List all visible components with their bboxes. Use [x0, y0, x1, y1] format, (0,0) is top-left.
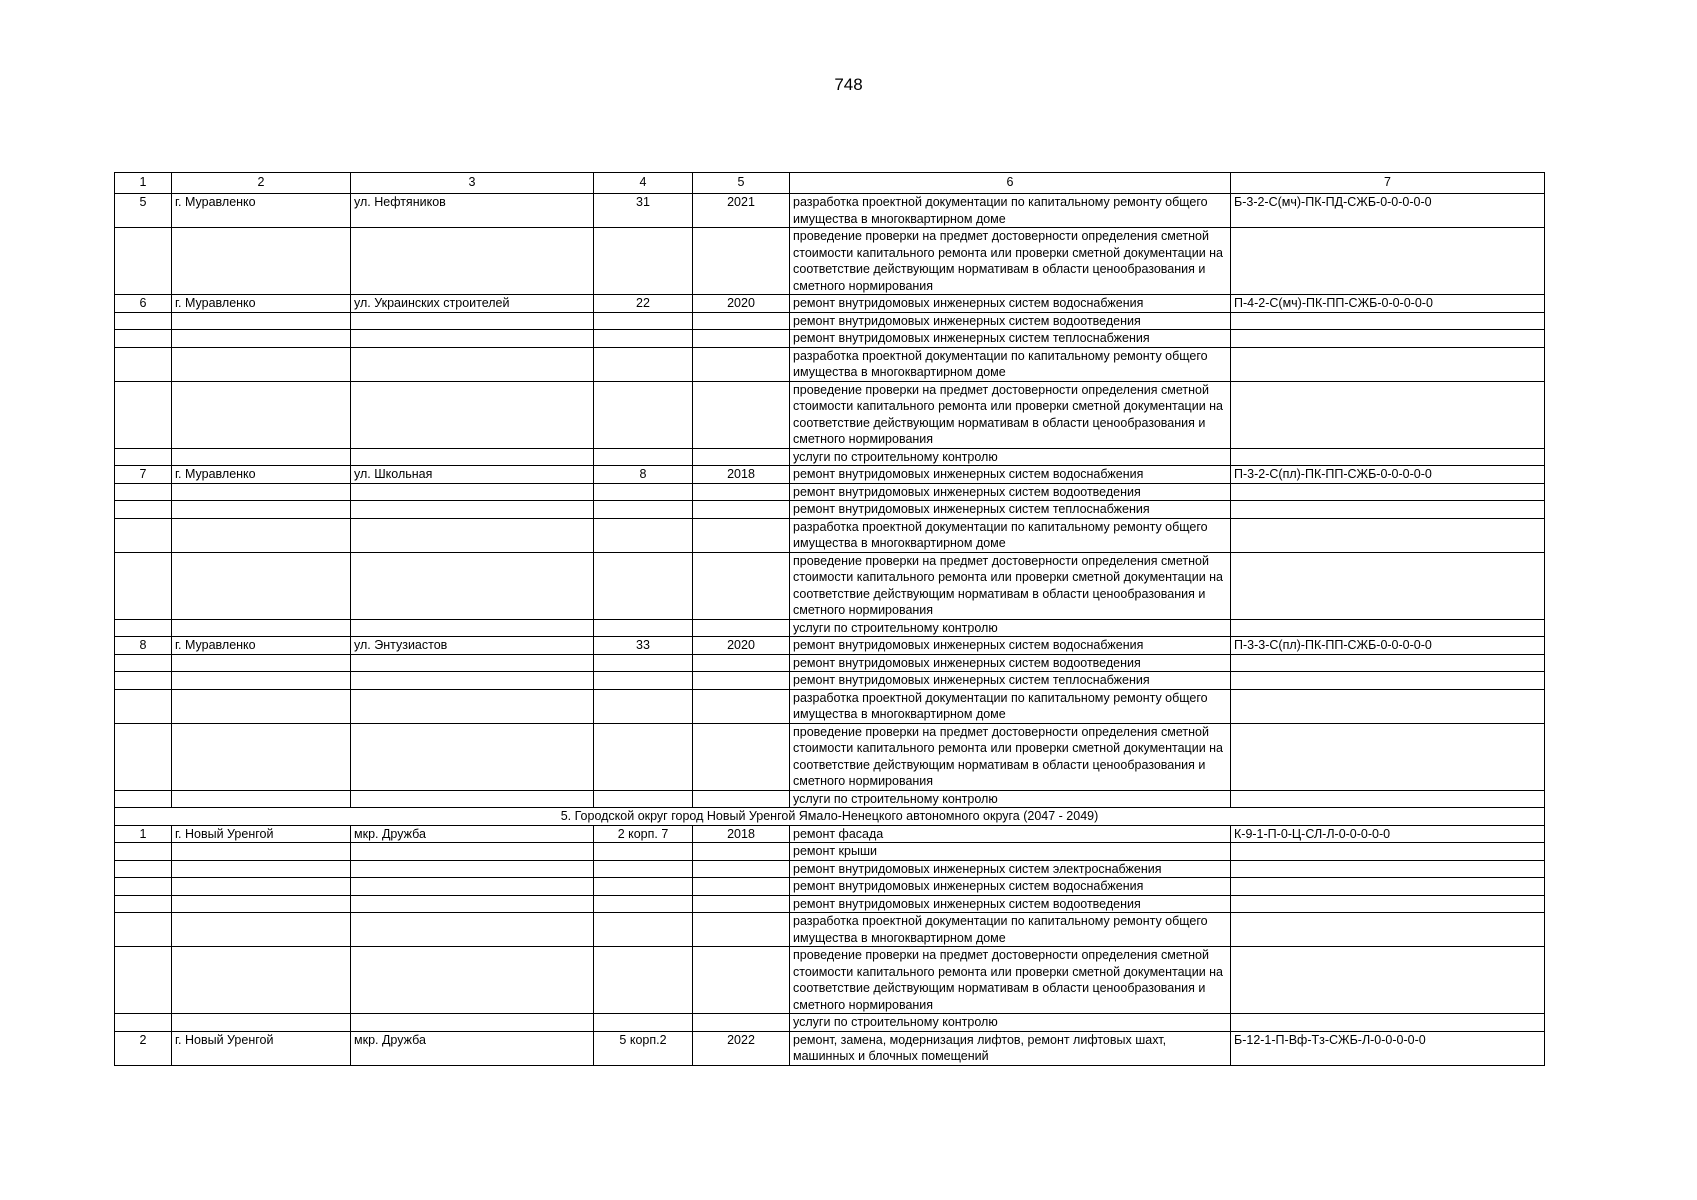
- house-cell: 33: [594, 637, 693, 655]
- street-cell: [351, 689, 594, 723]
- work-description-cell: ремонт внутридомовых инженерных систем теплоснабжения: [790, 501, 1231, 519]
- city-cell: г. Муравленко: [172, 194, 351, 228]
- house-code-cell: [1231, 619, 1545, 637]
- house-code-cell: [1231, 228, 1545, 295]
- work-description-cell: разработка проектной документации по капитальному ремонту общего имущества в многоквартирном доме: [790, 518, 1231, 552]
- street-cell: [351, 228, 594, 295]
- city-cell: [172, 518, 351, 552]
- city-cell: [172, 913, 351, 947]
- year-cell: [693, 228, 790, 295]
- street-cell: [351, 1014, 594, 1032]
- house-cell: [594, 654, 693, 672]
- table-row: [115, 501, 1545, 519]
- row-number: [115, 843, 172, 861]
- work-description-cell: ремонт внутридомовых инженерных систем водоснабжения: [790, 466, 1231, 484]
- work-description-cell: проведение проверки на предмет достоверности определения сметной стоимости капитального ремонта или проверки сметной документации на соответствие действующим нормативам в области ценообразования и сметного нормирования: [790, 381, 1231, 448]
- house-cell: 2 корп. 7: [594, 825, 693, 843]
- work-description-cell: ремонт внутридомовых инженерных систем электроснабжения: [790, 860, 1231, 878]
- house-cell: [594, 672, 693, 690]
- work-description-cell: ремонт фасада: [790, 825, 1231, 843]
- capital-repair-table: [114, 172, 1545, 1066]
- house-code-cell: [1231, 947, 1545, 1014]
- work-description-cell: услуги по строительному контролю: [790, 619, 1231, 637]
- row-number: [115, 448, 172, 466]
- table-row: [115, 895, 1545, 913]
- row-number: [115, 347, 172, 381]
- city-cell: г. Муравленко: [172, 466, 351, 484]
- row-number: [115, 723, 172, 790]
- table-row: [115, 619, 1545, 637]
- year-cell: [693, 860, 790, 878]
- work-description-cell: проведение проверки на предмет достоверности определения сметной стоимости капитального ремонта или проверки сметной документации на соответствие действующим нормативам в области ценообразования и сметного нормирования: [790, 552, 1231, 619]
- house-cell: [594, 895, 693, 913]
- column-header: 4: [594, 173, 693, 194]
- column-header: 6: [790, 173, 1231, 194]
- column-header: 7: [1231, 173, 1545, 194]
- street-cell: [351, 330, 594, 348]
- house-code-cell: [1231, 913, 1545, 947]
- street-cell: мкр. Дружба: [351, 825, 594, 843]
- year-cell: [693, 448, 790, 466]
- year-cell: 2021: [693, 194, 790, 228]
- city-cell: [172, 501, 351, 519]
- work-description-cell: ремонт внутридомовых инженерных систем теплоснабжения: [790, 672, 1231, 690]
- column-header: 3: [351, 173, 594, 194]
- city-cell: [172, 381, 351, 448]
- work-description-cell: разработка проектной документации по капитальному ремонту общего имущества в многоквартирном доме: [790, 689, 1231, 723]
- year-cell: 2018: [693, 825, 790, 843]
- row-number: 6: [115, 295, 172, 313]
- row-number: [115, 381, 172, 448]
- city-cell: [172, 654, 351, 672]
- year-cell: [693, 330, 790, 348]
- year-cell: [693, 878, 790, 896]
- year-cell: 2022: [693, 1031, 790, 1065]
- table-row: [115, 1031, 1545, 1065]
- street-cell: ул. Школьная: [351, 466, 594, 484]
- house-code-cell: П-3-2-С(пл)-ПК-ПП-СЖБ-0-0-0-0-0: [1231, 466, 1545, 484]
- table-row: [115, 878, 1545, 896]
- table-row: [115, 518, 1545, 552]
- year-cell: [693, 654, 790, 672]
- table-row: [115, 347, 1545, 381]
- house-cell: [594, 228, 693, 295]
- street-cell: [351, 913, 594, 947]
- year-cell: [693, 895, 790, 913]
- street-cell: [351, 312, 594, 330]
- house-cell: 31: [594, 194, 693, 228]
- work-description-cell: ремонт внутридомовых инженерных систем водоснабжения: [790, 878, 1231, 896]
- street-cell: [351, 878, 594, 896]
- house-code-cell: [1231, 312, 1545, 330]
- row-number: [115, 790, 172, 808]
- row-number: [115, 312, 172, 330]
- table-row: [115, 483, 1545, 501]
- work-description-cell: ремонт, замена, модернизация лифтов, ремонт лифтовых шахт, машинных и блочных помещений: [790, 1031, 1231, 1065]
- year-cell: [693, 947, 790, 1014]
- row-number: [115, 878, 172, 896]
- row-number: 8: [115, 637, 172, 655]
- work-description-cell: услуги по строительному контролю: [790, 790, 1231, 808]
- year-cell: 2020: [693, 637, 790, 655]
- work-description-cell: проведение проверки на предмет достоверности определения сметной стоимости капитального ремонта или проверки сметной документации на соответствие действующим нормативам в области ценообразования и сметного нормирования: [790, 723, 1231, 790]
- street-cell: [351, 381, 594, 448]
- row-number: [115, 483, 172, 501]
- city-cell: [172, 790, 351, 808]
- table-row: [115, 672, 1545, 690]
- street-cell: мкр. Дружба: [351, 1031, 594, 1065]
- house-code-cell: [1231, 518, 1545, 552]
- house-code-cell: [1231, 654, 1545, 672]
- table-row: [115, 228, 1545, 295]
- house-cell: [594, 330, 693, 348]
- table-row: [115, 825, 1545, 843]
- row-number: [115, 518, 172, 552]
- city-cell: [172, 689, 351, 723]
- house-code-cell: [1231, 878, 1545, 896]
- house-code-cell: Б-3-2-С(мч)-ПК-ПД-СЖБ-0-0-0-0-0: [1231, 194, 1545, 228]
- street-cell: [351, 448, 594, 466]
- table-row: [115, 330, 1545, 348]
- city-cell: [172, 1014, 351, 1032]
- house-code-cell: [1231, 552, 1545, 619]
- city-cell: [172, 843, 351, 861]
- table-row: [115, 448, 1545, 466]
- street-cell: [351, 895, 594, 913]
- row-number: [115, 552, 172, 619]
- year-cell: [693, 1014, 790, 1032]
- table-row: [115, 723, 1545, 790]
- work-description-cell: ремонт внутридомовых инженерных систем водоснабжения: [790, 295, 1231, 313]
- city-cell: [172, 895, 351, 913]
- city-cell: [172, 878, 351, 896]
- street-cell: [351, 518, 594, 552]
- house-cell: [594, 448, 693, 466]
- street-cell: ул. Нефтяников: [351, 194, 594, 228]
- table-row: [115, 860, 1545, 878]
- year-cell: 2020: [693, 295, 790, 313]
- year-cell: [693, 790, 790, 808]
- street-cell: [351, 860, 594, 878]
- house-code-cell: [1231, 689, 1545, 723]
- house-cell: [594, 878, 693, 896]
- house-code-cell: [1231, 1014, 1545, 1032]
- city-cell: г. Новый Уренгой: [172, 825, 351, 843]
- house-code-cell: К-9-1-П-0-Ц-СЛ-Л-0-0-0-0-0: [1231, 825, 1545, 843]
- section-heading-row: [115, 808, 1545, 826]
- house-code-cell: Б-12-1-П-Вф-Тз-СЖБ-Л-0-0-0-0-0: [1231, 1031, 1545, 1065]
- section-heading: 5. Городской округ город Новый Уренгой Ямало-Ненецкого автономного округа (2047 - 2049): [115, 808, 1545, 826]
- house-cell: [594, 347, 693, 381]
- work-description-cell: разработка проектной документации по капитальному ремонту общего имущества в многоквартирном доме: [790, 194, 1231, 228]
- work-description-cell: ремонт внутридомовых инженерных систем теплоснабжения: [790, 330, 1231, 348]
- row-number: [115, 228, 172, 295]
- row-number: [115, 619, 172, 637]
- street-cell: [351, 552, 594, 619]
- year-cell: [693, 672, 790, 690]
- year-cell: 2018: [693, 466, 790, 484]
- street-cell: [351, 672, 594, 690]
- work-description-cell: услуги по строительному контролю: [790, 1014, 1231, 1032]
- city-cell: [172, 330, 351, 348]
- street-cell: [351, 790, 594, 808]
- city-cell: [172, 483, 351, 501]
- house-cell: [594, 552, 693, 619]
- house-cell: [594, 723, 693, 790]
- city-cell: [172, 672, 351, 690]
- street-cell: [351, 347, 594, 381]
- city-cell: [172, 552, 351, 619]
- table-row: [115, 947, 1545, 1014]
- year-cell: [693, 619, 790, 637]
- city-cell: [172, 347, 351, 381]
- work-description-cell: услуги по строительному контролю: [790, 448, 1231, 466]
- year-cell: [693, 381, 790, 448]
- house-code-cell: П-4-2-С(мч)-ПК-ПП-СЖБ-0-0-0-0-0: [1231, 295, 1545, 313]
- street-cell: [351, 483, 594, 501]
- city-cell: [172, 947, 351, 1014]
- work-description-cell: разработка проектной документации по капитальному ремонту общего имущества в многоквартирном доме: [790, 913, 1231, 947]
- row-number: [115, 689, 172, 723]
- row-number: [115, 501, 172, 519]
- year-cell: [693, 552, 790, 619]
- house-cell: 5 корп.2: [594, 1031, 693, 1065]
- table-row: [115, 654, 1545, 672]
- row-number: [115, 895, 172, 913]
- city-cell: [172, 723, 351, 790]
- city-cell: [172, 619, 351, 637]
- table-row: [115, 552, 1545, 619]
- house-cell: [594, 483, 693, 501]
- table-row: [115, 843, 1545, 861]
- row-number: [115, 330, 172, 348]
- house-code-cell: [1231, 860, 1545, 878]
- work-description-cell: ремонт внутридомовых инженерных систем водоотведения: [790, 483, 1231, 501]
- house-code-cell: [1231, 381, 1545, 448]
- house-cell: [594, 501, 693, 519]
- row-number: [115, 913, 172, 947]
- house-code-cell: [1231, 895, 1545, 913]
- year-cell: [693, 312, 790, 330]
- table-row: [115, 194, 1545, 228]
- year-cell: [693, 689, 790, 723]
- house-code-cell: [1231, 723, 1545, 790]
- city-cell: [172, 448, 351, 466]
- work-description-cell: разработка проектной документации по капитальному ремонту общего имущества в многоквартирном доме: [790, 347, 1231, 381]
- house-cell: 22: [594, 295, 693, 313]
- year-cell: [693, 913, 790, 947]
- row-number: 5: [115, 194, 172, 228]
- house-code-cell: [1231, 672, 1545, 690]
- row-number: [115, 860, 172, 878]
- house-code-cell: [1231, 448, 1545, 466]
- work-description-cell: ремонт крыши: [790, 843, 1231, 861]
- house-code-cell: [1231, 501, 1545, 519]
- table-row: [115, 295, 1545, 313]
- column-header: 1: [115, 173, 172, 194]
- year-cell: [693, 347, 790, 381]
- year-cell: [693, 501, 790, 519]
- house-code-cell: П-3-3-С(пл)-ПК-ПП-СЖБ-0-0-0-0-0: [1231, 637, 1545, 655]
- table-row: [115, 637, 1545, 655]
- house-cell: [594, 790, 693, 808]
- column-header-row: [115, 173, 1545, 194]
- row-number: 1: [115, 825, 172, 843]
- table-row: [115, 790, 1545, 808]
- row-number: [115, 947, 172, 1014]
- city-cell: г. Муравленко: [172, 637, 351, 655]
- work-description-cell: ремонт внутридомовых инженерных систем водоотведения: [790, 654, 1231, 672]
- row-number: [115, 672, 172, 690]
- house-cell: [594, 518, 693, 552]
- house-cell: 8: [594, 466, 693, 484]
- city-cell: [172, 312, 351, 330]
- work-description-cell: ремонт внутридомовых инженерных систем водоснабжения: [790, 637, 1231, 655]
- street-cell: [351, 654, 594, 672]
- city-cell: [172, 860, 351, 878]
- page-number: 748: [834, 75, 863, 94]
- table-row: [115, 312, 1545, 330]
- table-row: [115, 466, 1545, 484]
- table-row: [115, 689, 1545, 723]
- house-code-cell: [1231, 483, 1545, 501]
- table-row: [115, 381, 1545, 448]
- row-number: [115, 1014, 172, 1032]
- house-cell: [594, 843, 693, 861]
- city-cell: г. Новый Уренгой: [172, 1031, 351, 1065]
- house-code-cell: [1231, 347, 1545, 381]
- work-description-cell: проведение проверки на предмет достоверности определения сметной стоимости капитального ремонта или проверки сметной документации на соответствие действующим нормативам в области ценообразования и сметного нормирования: [790, 228, 1231, 295]
- house-cell: [594, 913, 693, 947]
- house-cell: [594, 1014, 693, 1032]
- work-description-cell: ремонт внутридомовых инженерных систем водоотведения: [790, 312, 1231, 330]
- column-header: 5: [693, 173, 790, 194]
- work-description-cell: проведение проверки на предмет достоверности определения сметной стоимости капитального ремонта или проверки сметной документации на соответствие действующим нормативам в области ценообразования и сметного нормирования: [790, 947, 1231, 1014]
- column-header: 2: [172, 173, 351, 194]
- house-code-cell: [1231, 790, 1545, 808]
- street-cell: ул. Энтузиастов: [351, 637, 594, 655]
- city-cell: [172, 228, 351, 295]
- street-cell: ул. Украинских строителей: [351, 295, 594, 313]
- house-code-cell: [1231, 843, 1545, 861]
- city-cell: г. Муравленко: [172, 295, 351, 313]
- street-cell: [351, 723, 594, 790]
- year-cell: [693, 723, 790, 790]
- year-cell: [693, 518, 790, 552]
- table-row: [115, 913, 1545, 947]
- house-cell: [594, 947, 693, 1014]
- row-number: 2: [115, 1031, 172, 1065]
- table-row: [115, 1014, 1545, 1032]
- house-cell: [594, 860, 693, 878]
- street-cell: [351, 947, 594, 1014]
- house-cell: [594, 381, 693, 448]
- house-cell: [594, 312, 693, 330]
- work-description-cell: ремонт внутридомовых инженерных систем водоотведения: [790, 895, 1231, 913]
- street-cell: [351, 501, 594, 519]
- year-cell: [693, 843, 790, 861]
- row-number: 7: [115, 466, 172, 484]
- row-number: [115, 654, 172, 672]
- year-cell: [693, 483, 790, 501]
- house-cell: [594, 619, 693, 637]
- street-cell: [351, 843, 594, 861]
- house-cell: [594, 689, 693, 723]
- street-cell: [351, 619, 594, 637]
- house-code-cell: [1231, 330, 1545, 348]
